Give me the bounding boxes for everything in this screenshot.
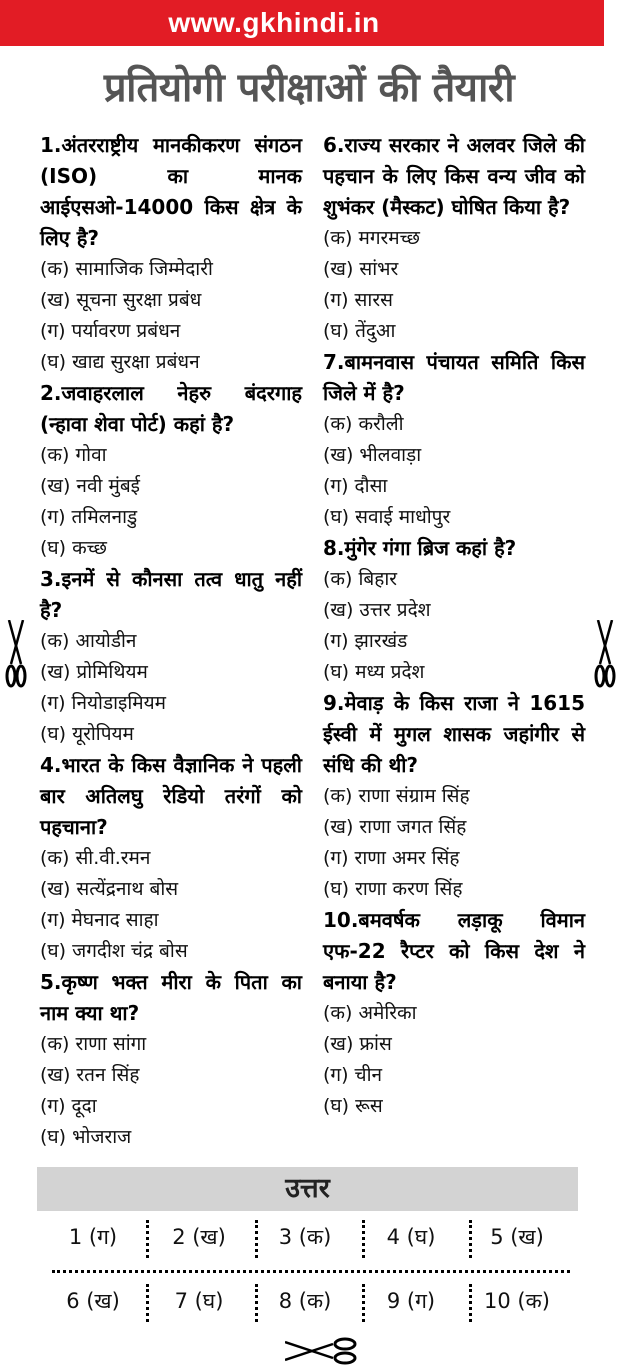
option-4d: (घ) जगदीश चंद्र बोस [40,940,188,962]
answer-3: 3 (क) [278,1225,332,1249]
question-1: 1.अंतरराष्ट्रीय मानकीकरण संगठन (ISO) का मानक आईएसओ-14000 किस क्षेत्र के लिए है? [40,133,302,250]
option-7b: (ख) भीलवाड़ा [323,444,422,466]
option-2a: (क) गोवा [40,444,107,466]
option-1c: (ग) पर्यावरण प्रबंधन [40,320,181,342]
option-8a: (क) बिहार [323,568,398,590]
option-1d: (घ) खाद्य सुरक्षा प्रबंधन [40,351,200,373]
answer-1: 1 (ग) [68,1225,118,1249]
answer-2: 2 (ख) [172,1225,226,1249]
option-6b: (ख) सांभर [323,258,399,280]
answer-6: 6 (ख) [66,1289,120,1313]
answers-col-divider [469,1220,472,1258]
option-10d: (घ) रूस [323,1095,383,1117]
option-1a: (क) सामाजिक जिम्मेदारी [40,258,213,280]
option-8c: (ग) झारखंड [323,630,408,652]
option-10a: (क) अमेरिका [323,1002,417,1024]
option-4b: (ख) सत्येंद्रनाथ बोस [40,878,179,900]
option-3a: (क) आयोडीन [40,630,137,652]
site-url[interactable]: www.gkhindi.in [168,7,380,38]
option-5d: (घ) भोजराज [40,1126,132,1148]
answer-7: 7 (घ) [174,1289,224,1313]
answers-col-divider [255,1220,258,1258]
option-1b: (ख) सूचना सुरक्षा प्रबंध [40,289,202,311]
scissors-icon-left [5,620,27,690]
question-block-4 [40,750,302,967]
option-9a: (क) राणा संग्राम सिंह [323,785,470,807]
option-8d: (घ) मध्य प्रदेश [323,661,425,683]
option-10b: (ख) फ्रांस [323,1033,392,1055]
page-title: प्रतियोगी परीक्षाओं की तैयारी [103,65,515,111]
scissors-icon-right [594,620,616,690]
question-3: 3.इनमें से कौनसा तत्व धातु नहीं है? [40,567,302,622]
question-block-2 [40,378,302,564]
question-block-9 [323,688,585,905]
question-block-1 [40,130,302,378]
scissors-icon-bottom [285,1336,357,1366]
question-9: 9.मेवाड़ के किस राजा ने 1615 ईस्वी में मुगल शासक जहांगीर से संधि की थी? [323,691,585,777]
answer-8: 8 (क) [278,1289,332,1313]
option-8b: (ख) उत्तर प्रदेश [323,599,431,621]
answer-5: 5 (ख) [490,1225,544,1249]
question-5: 5.कृष्ण भक्त मीरा के पिता का नाम क्या था? [40,970,302,1025]
option-6a: (क) मगरमच्छ [323,227,420,249]
question-8: 8.मुंगेर गंगा ब्रिज कहां है? [323,536,517,560]
option-2c: (ग) तमिलनाडु [40,506,138,528]
option-2d: (घ) कच्छ [40,537,107,559]
site-banner [0,0,604,46]
question-block-3 [40,564,302,750]
answer-4: 4 (घ) [386,1225,436,1249]
option-5a: (क) राणा सांगा [40,1033,147,1055]
answers-row-2 [40,1276,570,1326]
answer-9: 9 (ग) [386,1289,436,1313]
option-5b: (ख) रतन सिंह [40,1064,140,1086]
question-2: 2.जवाहरलाल नेहरु बंदरगाह (न्हावा शेवा पोर्ट) कहां है? [40,381,302,436]
option-10c: (ग) चीन [323,1064,383,1086]
option-3b: (ख) प्रोमिथियम [40,661,148,683]
question-4: 4.भारत के किस वैज्ञानिक ने पहली बार अतिलघु रेडियो तरंगों को पहचाना? [40,753,302,839]
question-block-5 [40,967,302,1153]
question-block-7 [323,347,585,533]
option-9d: (घ) राणा करण सिंह [323,878,463,900]
option-7d: (घ) सवाई माधोपुर [323,506,451,528]
option-5c: (ग) दूदा [40,1095,97,1117]
option-2b: (ख) नवी मुंबई [40,475,141,497]
question-10: 10.बमवर्षक लड़ाकू विमान एफ-22 रैप्टर को किस देश ने बनाया है? [323,908,585,994]
option-9c: (ग) राणा अमर सिंह [323,847,460,869]
question-7: 7.बामनवास पंचायत समिति किस जिले में है? [323,350,585,405]
answers-col-divider [362,1220,365,1258]
answers-heading: उत्तर [37,1167,578,1211]
answer-10: 10 (क) [484,1289,550,1313]
option-4a: (क) सी.वी.रमन [40,847,151,869]
question-block-6 [323,130,585,347]
right-column [323,130,585,1122]
option-6d: (घ) तेंदुआ [323,320,396,342]
left-column [40,130,302,1153]
question-6: 6.राज्य सरकार ने अलवर जिले की पहचान के लिए किस वन्य जीव को शुभंकर (मैस्कट) घोषित किया है? [323,133,585,219]
question-block-10 [323,905,585,1122]
answers-divider [52,1270,570,1273]
option-7a: (क) करौली [323,413,404,435]
answers-col-divider [146,1220,149,1258]
question-block-8 [323,533,585,688]
option-9b: (ख) राणा जगत सिंह [323,816,467,838]
option-3d: (घ) यूरोपियम [40,723,134,745]
option-6c: (ग) सारस [323,289,393,311]
option-4c: (ग) मेघनाद साहा [40,909,159,931]
option-7c: (ग) दौसा [323,475,388,497]
answers-row-1 [40,1212,570,1262]
option-3c: (ग) नियोडाइमियम [40,692,167,714]
